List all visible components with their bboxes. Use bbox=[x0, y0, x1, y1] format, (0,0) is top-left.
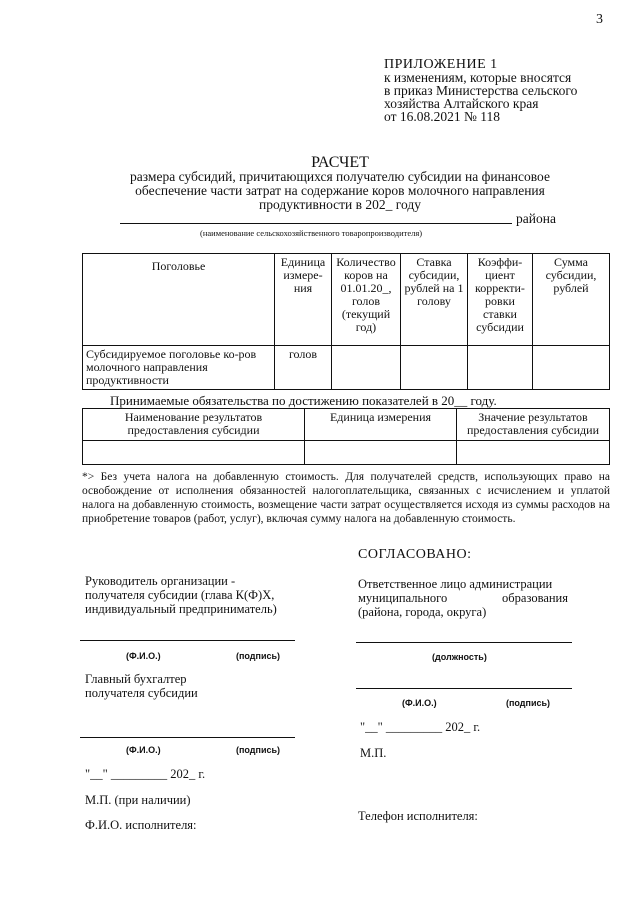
official-line: муниципального образования bbox=[358, 591, 568, 605]
appendix-heading: ПРИЛОЖЕНИЕ 1 bbox=[384, 57, 498, 72]
calculation-table bbox=[82, 253, 610, 390]
subtitle-line: продуктивности в 202_ году bbox=[259, 197, 421, 212]
table-header-row bbox=[83, 254, 610, 346]
official-sign-caption: (подпись) bbox=[506, 698, 551, 708]
official-line: (района, города, округа) bbox=[358, 605, 487, 619]
cell bbox=[305, 441, 457, 465]
accountant-signature-line bbox=[80, 737, 295, 738]
accountant-line: получателя субсидии bbox=[85, 686, 198, 700]
header-cell: Поголовье bbox=[83, 254, 275, 346]
header-cell: Значение результатов предоставления субсидии bbox=[457, 409, 610, 441]
manager-line: Руководитель организации - bbox=[85, 574, 236, 588]
region-line bbox=[120, 223, 512, 224]
cell bbox=[332, 346, 401, 390]
right-stamp: М.П. bbox=[360, 746, 387, 760]
header-cell: Единица измере-ния bbox=[275, 254, 332, 346]
cell: голов bbox=[275, 346, 332, 390]
official-signature-line bbox=[356, 688, 572, 689]
manager-sign-caption: (подпись) bbox=[236, 651, 281, 661]
page-number: 3 bbox=[596, 12, 603, 27]
document-subtitle bbox=[40, 170, 640, 212]
appendix-line: в приказ Министерства сельского bbox=[384, 83, 578, 98]
document-title: РАСЧЕТ bbox=[311, 154, 369, 171]
region-caption: (наименование сельскохозяйственного товаропроизводителя) bbox=[200, 228, 423, 238]
agreed-heading: СОГЛАСОВАНО: bbox=[358, 547, 472, 562]
header-cell: Ставка субсидии, рублей на 1 голову bbox=[401, 254, 468, 346]
position-caption: (должность) bbox=[432, 652, 487, 662]
official-title bbox=[358, 577, 568, 619]
footnote: *> Без учета налога на добавленную стоимость. Для получателей средств, использующих право на освобождение от исполнения обязанностей налогоплательщика, связанных с исчислением и уплатой налога на добавленную стоимость, возмещение части затрат осуществляется исходя из суммы расходов на приобретение товаров (работ, услуг), включая сумму налога на добавленную стоимость. bbox=[82, 471, 610, 525]
cell bbox=[401, 346, 468, 390]
manager-signature-line bbox=[80, 640, 295, 641]
accountant-fio-caption: (Ф.И.О.) bbox=[126, 745, 161, 755]
table-header-row bbox=[83, 409, 610, 441]
appendix-line: хозяйства Алтайского края bbox=[384, 96, 539, 111]
appendix-block bbox=[384, 58, 577, 123]
subtitle-line: размера субсидий, причитающихся получателю субсидии на финансовое bbox=[130, 169, 550, 184]
appendix-line: к изменениям, которые вносятся bbox=[384, 70, 572, 85]
header-cell: Единица измерения bbox=[305, 409, 457, 441]
position-line bbox=[356, 642, 572, 643]
cell bbox=[533, 346, 610, 390]
official-line: Ответственное лицо администрации bbox=[358, 577, 553, 591]
subtitle-line: обеспечение части затрат на содержание коров молочного направления bbox=[135, 183, 545, 198]
header-cell: Сумма субсидии, рублей bbox=[533, 254, 610, 346]
header-cell: Коэффи-циент корректи-ровки ставки субсидии bbox=[468, 254, 533, 346]
header-cell: Наименование результатов предоставления субсидии bbox=[83, 409, 305, 441]
appendix-line: от 16.08.2021 № 118 bbox=[384, 109, 500, 124]
cell bbox=[468, 346, 533, 390]
accountant-sign-caption: (подпись) bbox=[236, 745, 281, 755]
manager-fio-caption: (Ф.И.О.) bbox=[126, 651, 161, 661]
table-row bbox=[83, 346, 610, 390]
right-date: "__" _________ 202_ г. bbox=[360, 720, 481, 734]
manager-line: индивидуальный предприниматель) bbox=[85, 602, 277, 616]
manager-title bbox=[85, 574, 277, 616]
executor-phone-label: Телефон исполнителя: bbox=[358, 809, 478, 823]
table-row bbox=[83, 441, 610, 465]
region-word: района bbox=[516, 211, 556, 226]
left-stamp: М.П. (при наличии) bbox=[85, 793, 191, 807]
results-table bbox=[82, 408, 610, 465]
obligations-text: Принимаемые обязательства по достижению показателей в 20__ году. bbox=[110, 393, 497, 408]
left-date: "__" _________ 202_ г. bbox=[85, 767, 206, 781]
cell bbox=[457, 441, 610, 465]
cell: Субсидируемое поголовье ко-ров молочного направления продуктивности bbox=[83, 346, 275, 390]
executor-name-label: Ф.И.О. исполнителя: bbox=[85, 818, 197, 832]
accountant-title bbox=[85, 672, 198, 700]
manager-line: получателя субсидии (глава К(Ф)Х, bbox=[85, 588, 275, 602]
official-fio-caption: (Ф.И.О.) bbox=[402, 698, 437, 708]
header-cell: Количество коров на 01.01.20_, голов (текущий год) bbox=[332, 254, 401, 346]
accountant-line: Главный бухгалтер bbox=[85, 672, 187, 686]
cell bbox=[83, 441, 305, 465]
